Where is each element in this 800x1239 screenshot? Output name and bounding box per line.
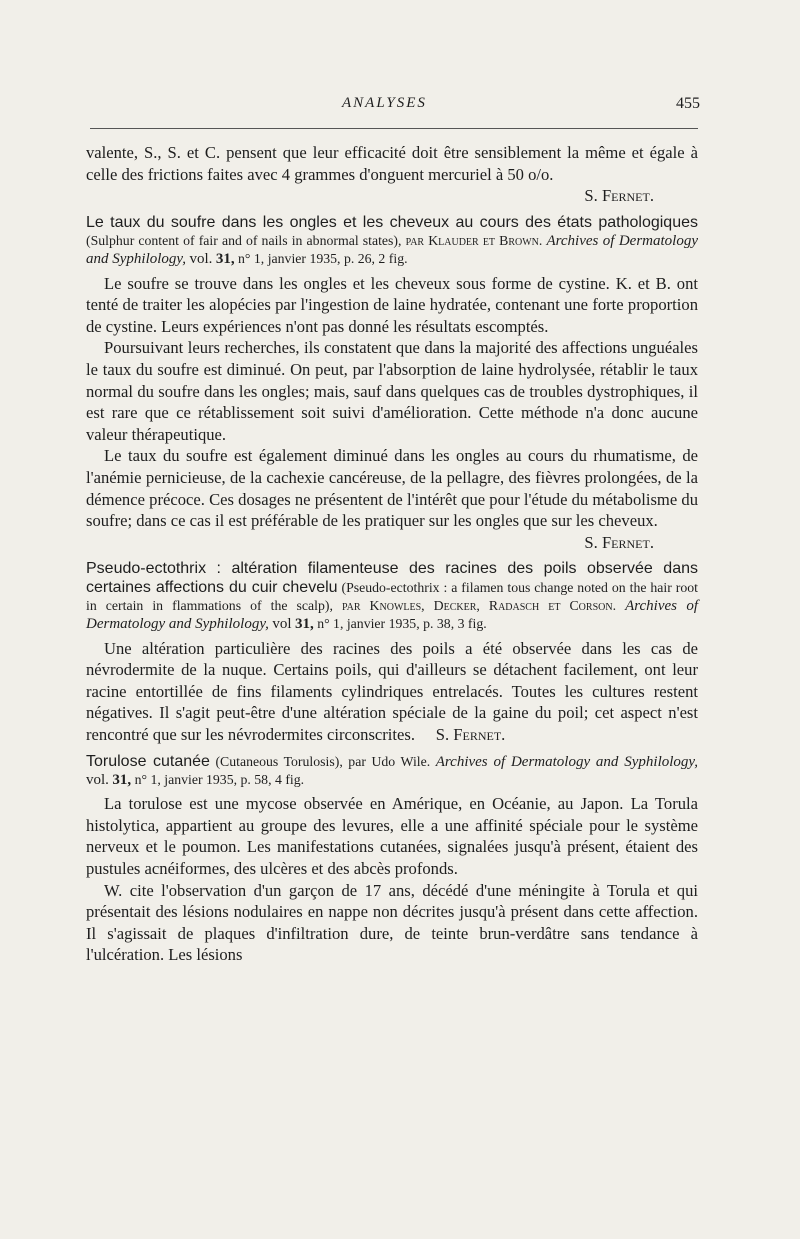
article-heading bbox=[86, 560, 698, 633]
article-paragraph: Le taux du soufre est également diminué dans les ongles au cours du rhumatisme, de l'anémie pernicieuse, de la cachexie cancéreuse, de la pellagre, des fièvres prolongées, de la démence précoce. Ces dosages ne présentent de l'intérêt que pour l'étude du métabolisme du soufre; dans ce cas il est préférable de les pratiquer sur les ongles que sur les cheveux. bbox=[86, 446, 698, 531]
journal-name: Archives of Dermatology and Syphilology, bbox=[435, 753, 698, 770]
page-number: 455 bbox=[676, 95, 700, 112]
page-header bbox=[0, 95, 800, 119]
article-signature: S. Fernet. bbox=[435, 724, 506, 744]
article-title: Le taux du soufre dans les ongles et les cheveux au cours des états pathologiques bbox=[86, 213, 698, 231]
intro-paragraph: valente, S., S. et C. pensent que leur efficacité doit être sensiblement la même et égale à celle des frictions faites avec 4 grammes d'onguent mercuriel à 50 o/o. bbox=[86, 143, 698, 184]
article-byline: par Knowles, Decker, Radasch et Corson. bbox=[341, 597, 617, 613]
article-torulosis bbox=[86, 753, 698, 966]
issue-info: n° 1, janvier 1935, p. 26, 2 fig. bbox=[238, 251, 408, 267]
volume-number: 31, bbox=[112, 771, 132, 788]
article-title: Torulose cutanée bbox=[86, 752, 210, 770]
volume-number: 31, bbox=[215, 251, 235, 268]
page-content bbox=[86, 142, 698, 966]
article-signature: S. Fernet. bbox=[584, 532, 654, 552]
running-title: ANALYSES bbox=[342, 95, 427, 111]
article-paragraph: La torulose est une mycose observée en Amérique, en Océanie, au Japon. La Torula histolytica, appartient au groupe des levures, elle a une affinité spéciale pour le système nerveux et le poumon. Les manifestations cutanées, signalées jusqu'à présent, étaient des pustules acnéiformes, des ulcères et des abcès profonds. bbox=[86, 794, 698, 878]
article-paragraph: Poursuivant leurs recherches, ils constatent que dans la majorité des affections unguéales le taux du soufre est diminué. On peut, par l'absorption de laine hydrolysée, rétablir le taux normal du soufre dans les ongles; mais, sauf dans quelques cas de troubles dystrophiques, il est rare que ce rétablissement soit suivi d'amélioration. Cette méthode n'a donc aucune valeur thérapeutique. bbox=[86, 338, 698, 444]
journal-name: Archives of Dermatology and Syphilology, bbox=[86, 233, 698, 268]
volume-label: vol. bbox=[86, 771, 109, 788]
volume-label: vol bbox=[272, 616, 292, 633]
article-translation: (Cutaneous Torulosis), par Udo Wile. bbox=[209, 753, 431, 769]
article-title: Pseudo-ectothrix : altération filamenteuse des racines des poils observée dans certaines affections du cuir chevelu bbox=[86, 560, 698, 596]
volume-number: 31, bbox=[294, 616, 314, 633]
intro-signature: S. Fernet. bbox=[584, 186, 654, 206]
article-paragraph: Le soufre se trouve dans les ongles et les cheveux sous forme de cystine. K. et B. ont tenté de traiter les alopécies par l'ingestion de laine hydratée, contenant une forte proportion de cystine. Leurs expériences n'ont pas donné les résultats escomptés. bbox=[86, 273, 698, 336]
article-pseudo-ectothrix bbox=[86, 560, 698, 745]
article-paragraph: W. cite l'observation d'un garçon de 17 ans, décédé d'une méningite à Torula et qui présentait des lésions nodulaires en nappe non décrites jusqu'à présent dans cette affection. Il s'agissait de plaques d'infiltration dure, de teinte brun-verdâtre sans tendance à l'ulcération. Les lésions bbox=[86, 880, 698, 965]
article-heading bbox=[86, 214, 698, 269]
journal-name: Archives of Dermatology and Syphilology, bbox=[86, 597, 699, 633]
issue-info: n° 1, janvier 1935, p. 38, 3 fig. bbox=[317, 616, 487, 632]
article-heading bbox=[86, 753, 698, 790]
issue-info: n° 1, janvier 1935, p. 58, 4 fig. bbox=[134, 771, 305, 787]
article-paragraph: Une altération particulière des racines des poils a été observée dans les cas de névrodermite de la nuque. Certains poils, qui d'ailleurs se détachent facilement, ont leur racine entortillée de fins filaments cylindriques entrelacés. Toutes les cultures restent négatives. Il s'agit peut-être d'une altération spéciale de la gaine du poil; cet aspect n'est rencontré que sur les névrodermites circonscrites. S. Fernet. bbox=[86, 638, 698, 744]
header-rule bbox=[90, 128, 698, 129]
article-sulphur bbox=[86, 214, 698, 554]
article-translation: (Pseudo-ectothrix : a filamen tous change noted on the hair root in certain in flammations of the scalp), bbox=[86, 579, 698, 613]
article-byline: par Klauder et Brown. bbox=[405, 233, 543, 249]
article-translation: (Sulphur content of fair and of nails in abnormal states), bbox=[86, 233, 402, 249]
volume-label: vol. bbox=[189, 251, 213, 268]
